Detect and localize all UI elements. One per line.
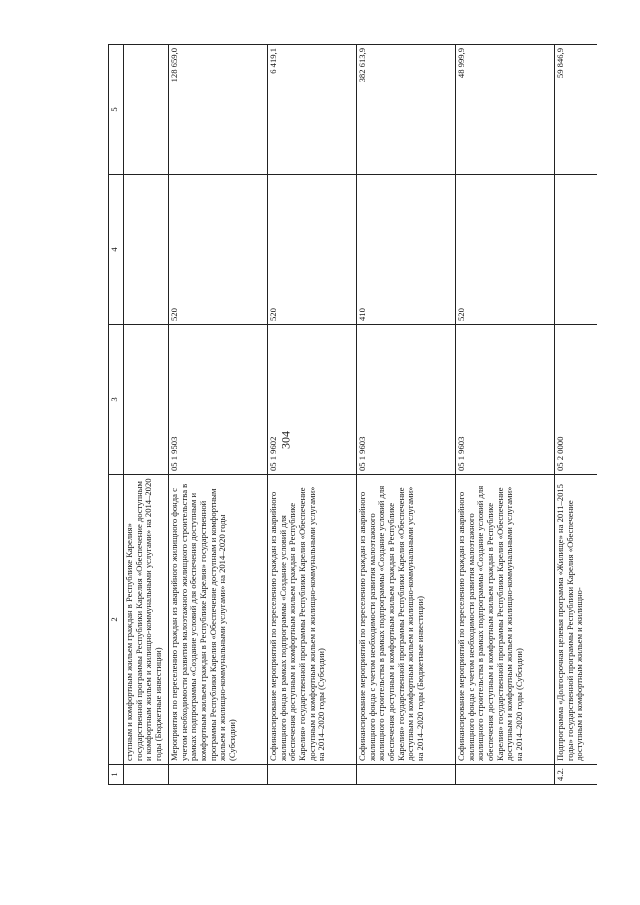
table-row [268, 45, 357, 785]
row-index [169, 765, 268, 785]
row-description: ступным и комфортным жильем граждан в Республике Карелия» государственной программы Республики Карелия «Обеспечение доступным и комфортным жильем и жилищно-коммунальными услугами» на 2014–2020 годы (Бюджетные инвестиции) [124, 475, 169, 765]
table-row [456, 45, 555, 785]
row-type [555, 175, 598, 325]
row-code: 05 1 9603 [456, 325, 555, 475]
row-description: Подпрограмма «Долгосрочная целевая программа «Жилище» на 2011–2015 годы» государственной программы Республики Карелия «Обеспечение доступным и комфортным жильем и жилищно- [555, 475, 598, 765]
rotated-table-wrapper [108, 45, 585, 785]
row-index: 4.2. [555, 765, 598, 785]
table-row [555, 45, 598, 785]
row-index [456, 765, 555, 785]
row-code: 05 2 0000 [555, 325, 598, 475]
row-amount: 48 999,9 [456, 45, 555, 175]
row-index [268, 765, 357, 785]
row-amount: 128 659,0 [169, 45, 268, 175]
budget-table [108, 44, 597, 785]
row-code: 05 1 9602 [268, 325, 357, 475]
row-description: Софинансирование мероприятий по переселению граждан из аварийного жилищного фонда с учетом необходимости развития малоэтажного жилищного строительства в рамках подпрограммы «Создание условий для обеспечения доступным и комфортным жильем граждан в Республике Карелия» государственной программы Республики Карелия «Обеспечение доступным и комфортным жильем и жилищно-коммунальными услугами» на 2014–2020 годы (Бюджетные инвестиции) [357, 475, 456, 765]
row-index [124, 765, 169, 785]
column-header: 3 [109, 325, 124, 475]
row-description: Софинансирование мероприятий по переселению граждан из аварийного жилищного фонда в рамках подпрограммы «Создание условий для обеспечения доступным и комфортным жильем граждан в Республике Карелия» государственной программы Республики Карелия «Обеспечение доступным и комфортным жильем и жилищно-коммунальными услугами» на 2014–2020 годы (Субсидии) [268, 475, 357, 765]
row-type [124, 175, 169, 325]
row-type: 520 [268, 175, 357, 325]
row-amount: 59 846,9 [555, 45, 598, 175]
page-number: 304 [278, 431, 293, 449]
row-type: 410 [357, 175, 456, 325]
row-code [124, 325, 169, 475]
row-amount: 6 419,1 [268, 45, 357, 175]
row-code: 05 1 9503 [169, 325, 268, 475]
column-header: 2 [109, 475, 124, 765]
table-row [169, 45, 268, 785]
column-header: 1 [109, 765, 124, 785]
budget-table-sheet [108, 45, 585, 785]
row-amount [124, 45, 169, 175]
table-row [124, 45, 169, 785]
row-index [357, 765, 456, 785]
row-code: 05 1 9603 [357, 325, 456, 475]
row-type: 520 [169, 175, 268, 325]
row-description: Мероприятия по переселению граждан из аварийного жилищного фонда с учетом необходимости развития малоэтажного жилищного строительства в рамках подпрограммы «Создание условий для обеспечения доступным и комфортным жильем граждан в Республике Карелия» государственной программы Республики Карелия «Обеспечение доступным и комфортным жильем и жилищно-коммунальными услугами» на 2014–2020 годы (Субсидии) [169, 475, 268, 765]
column-header: 5 [109, 45, 124, 175]
table-header-row [109, 45, 124, 785]
row-type: 520 [456, 175, 555, 325]
row-amount: 382 613,9 [357, 45, 456, 175]
column-header: 4 [109, 175, 124, 325]
row-description: Софинансирование мероприятий по переселению граждан из аварийного жилищного фонда с учетом необходимости развития малоэтажного жилищного строительства в рамках подпрограммы «Создание условий для обеспечения доступным и комфортным жильем граждан в Республике Карелия» государственной программы Республики Карелия «Обеспечение доступным и комфортным жильем и жилищно-коммунальными услугами» на 2014–2020 годы (Субсидии) [456, 475, 555, 765]
table-row [357, 45, 456, 785]
